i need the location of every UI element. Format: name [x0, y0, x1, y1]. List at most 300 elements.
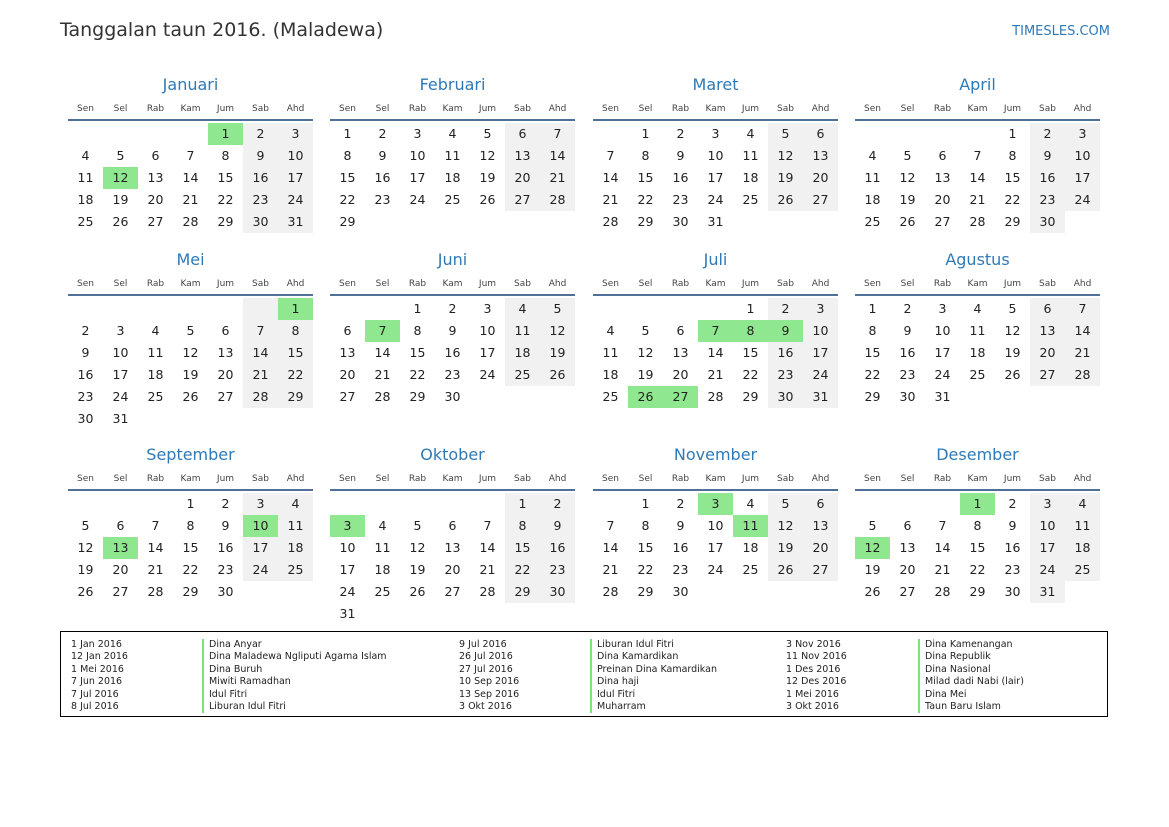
- day-cell: 9: [1030, 145, 1065, 167]
- month-mei: [68, 249, 313, 430]
- day-cell: 1: [960, 493, 995, 515]
- weekday-label: Kam: [180, 279, 201, 289]
- day-cell: 10: [409, 148, 426, 163]
- day-cell: 12: [768, 515, 803, 537]
- day-cell: 13: [934, 170, 951, 185]
- legend-date-column: [71, 639, 128, 713]
- weekday-header: [593, 99, 838, 121]
- day-cell: 6: [803, 123, 838, 145]
- day-cell: 19: [768, 167, 803, 189]
- weekday-label: Rab: [933, 104, 952, 114]
- day-cell: 11: [444, 148, 461, 163]
- day-cell: 28: [479, 584, 496, 599]
- weekday-label: Ahd: [548, 279, 567, 289]
- week-row: [68, 386, 313, 408]
- day-cell: 29: [278, 386, 313, 408]
- day-cell: 24: [707, 192, 724, 207]
- day-cell: 22: [969, 562, 986, 577]
- day-cell: 1: [278, 298, 313, 320]
- week-row: [68, 320, 313, 342]
- day-cell: 16: [243, 167, 278, 189]
- day-cell: 17: [243, 537, 278, 559]
- day-cell: 13: [672, 345, 689, 360]
- week-row: [68, 167, 313, 189]
- day-cell: 2: [768, 298, 803, 320]
- week-row: [855, 123, 1100, 145]
- legend-holiday-name: Dina Nasional: [918, 664, 1024, 676]
- week-row: [855, 320, 1100, 342]
- weekday-label: Sel: [900, 104, 915, 114]
- legend-date: 8 Jul 2016: [71, 700, 119, 712]
- day-cell: 18: [969, 345, 986, 360]
- weekday-label: Sel: [375, 104, 390, 114]
- legend-date: 7 Jun 2016: [71, 676, 123, 688]
- weekday-label: Sen: [339, 104, 356, 114]
- empty-cell: [103, 493, 138, 515]
- day-cell: 22: [182, 562, 199, 577]
- week-row: [330, 342, 575, 364]
- empty-cell: [890, 493, 925, 515]
- day-cell: 27: [217, 389, 234, 404]
- weekday-label: Sel: [375, 279, 390, 289]
- day-cell: 28: [934, 584, 951, 599]
- weekday-label: Kam: [967, 474, 988, 484]
- day-cell: 17: [934, 345, 951, 360]
- weekday-label: Ahd: [811, 279, 830, 289]
- legend-date: 10 Sep 2016: [459, 676, 520, 688]
- day-cell: 23: [672, 192, 689, 207]
- empty-cell: [208, 298, 243, 320]
- day-cell: 20: [803, 167, 838, 189]
- weekday-label: Sab: [514, 474, 531, 484]
- weekday-label: Jum: [216, 104, 235, 114]
- day-cell: 13: [103, 537, 138, 559]
- day-cell: 8: [733, 320, 768, 342]
- month-februari: [330, 74, 575, 233]
- legend-holiday-name: Dina Kamenangan: [918, 639, 1024, 651]
- day-cell: 18: [742, 540, 759, 555]
- day-cell: 2: [221, 496, 230, 511]
- day-cell: 20: [217, 367, 234, 382]
- day-cell: 9: [903, 323, 912, 338]
- weekday-label: Sen: [602, 279, 619, 289]
- week-row: [855, 298, 1100, 320]
- day-cell: 16: [77, 367, 94, 382]
- day-cell: 25: [1065, 559, 1100, 581]
- legend-holiday-name: Liburan Idul Fitri: [590, 639, 717, 651]
- legend-date: 3 Okt 2016: [786, 700, 839, 712]
- day-cell: 11: [1065, 515, 1100, 537]
- day-cell: 19: [768, 537, 803, 559]
- empty-cell: [505, 211, 540, 233]
- week-row: [593, 167, 838, 189]
- day-cell: 21: [602, 562, 619, 577]
- day-cell: 27: [663, 386, 698, 408]
- weekday-label: Sel: [375, 474, 390, 484]
- week-row: [855, 211, 1100, 233]
- legend-date: 3 Nov 2016: [786, 639, 841, 650]
- month-november: [593, 444, 838, 603]
- day-cell: 8: [641, 518, 650, 533]
- weekday-label: Jum: [478, 279, 497, 289]
- day-cell: 29: [339, 214, 356, 229]
- day-cell: 24: [803, 364, 838, 386]
- day-cell: 1: [641, 496, 650, 511]
- week-row: [330, 298, 575, 320]
- empty-cell: [470, 386, 505, 408]
- legend-holiday-name: Dina haji: [590, 676, 717, 688]
- day-cell: 25: [77, 214, 94, 229]
- weekday-label: Sel: [113, 474, 128, 484]
- empty-cell: [365, 298, 400, 320]
- week-row: [330, 211, 575, 233]
- day-cell: 8: [1008, 148, 1017, 163]
- day-cell: 17: [1030, 537, 1065, 559]
- empty-cell: [855, 493, 890, 515]
- day-cell: 11: [742, 148, 759, 163]
- day-cell: 10: [803, 320, 838, 342]
- empty-cell: [960, 123, 995, 145]
- empty-cell: [208, 408, 243, 430]
- empty-cell: [995, 386, 1030, 408]
- day-cell: 5: [768, 123, 803, 145]
- day-cell: 26: [479, 192, 496, 207]
- weekday-label: Sab: [514, 104, 531, 114]
- weekday-label: Sen: [864, 279, 881, 289]
- weekday-label: Sen: [77, 474, 94, 484]
- weekday-label: Sen: [864, 104, 881, 114]
- legend-holiday-name: Milad dadi Nabi (lair): [918, 676, 1024, 688]
- legend-holiday-name: Dina Anyar: [202, 639, 387, 651]
- day-cell: 22: [409, 367, 426, 382]
- day-cell: 12: [479, 148, 496, 163]
- legend-holiday-name: Dina Buruh: [202, 664, 387, 676]
- weekday-header: [68, 274, 313, 296]
- day-cell: 29: [182, 584, 199, 599]
- week-row: [593, 298, 838, 320]
- day-cell: 18: [1065, 537, 1100, 559]
- weekday-header: [330, 274, 575, 296]
- empty-cell: [593, 123, 628, 145]
- weekday-label: Jum: [478, 104, 497, 114]
- day-cell: 13: [147, 170, 164, 185]
- day-cell: 31: [707, 214, 724, 229]
- day-cell: 12: [409, 540, 426, 555]
- site-link[interactable]: TIMESLES.COM: [1012, 24, 1110, 39]
- day-cell: 27: [505, 189, 540, 211]
- legend-date-column: [786, 639, 847, 713]
- day-cell: 15: [637, 540, 654, 555]
- day-cell: 23: [1030, 189, 1065, 211]
- day-cell: 16: [768, 342, 803, 364]
- day-cell: 13: [505, 145, 540, 167]
- day-cell: 2: [243, 123, 278, 145]
- day-cell: 10: [934, 323, 951, 338]
- day-cell: 1: [641, 126, 650, 141]
- day-cell: 9: [243, 145, 278, 167]
- day-cell: 8: [973, 518, 982, 533]
- day-cell: 9: [1008, 518, 1017, 533]
- day-cell: 21: [147, 562, 164, 577]
- day-cell: 8: [868, 323, 877, 338]
- empty-cell: [925, 493, 960, 515]
- empty-cell: [470, 603, 505, 625]
- weekday-label: Sen: [339, 474, 356, 484]
- weekday-label: Sen: [77, 279, 94, 289]
- day-cell: 12: [182, 345, 199, 360]
- week-row: [593, 559, 838, 581]
- weekday-label: Sen: [602, 104, 619, 114]
- day-cell: 19: [864, 562, 881, 577]
- page-title: Tanggalan taun 2016. (Maladewa): [60, 19, 384, 41]
- week-row: [330, 603, 575, 625]
- weekday-label: Jum: [216, 474, 235, 484]
- empty-cell: [960, 386, 995, 408]
- day-cell: 3: [711, 126, 720, 141]
- week-row: [330, 167, 575, 189]
- day-cell: 23: [217, 562, 234, 577]
- day-cell: 3: [483, 301, 492, 316]
- empty-cell: [103, 298, 138, 320]
- day-cell: 4: [81, 148, 90, 163]
- day-cell: 7: [186, 148, 195, 163]
- day-cell: 11: [505, 320, 540, 342]
- day-cell: 18: [77, 192, 94, 207]
- day-cell: 16: [444, 345, 461, 360]
- day-cell: 7: [243, 320, 278, 342]
- weekday-label: Jum: [741, 474, 760, 484]
- day-cell: 12: [637, 345, 654, 360]
- day-cell: 28: [182, 214, 199, 229]
- day-cell: 24: [339, 584, 356, 599]
- legend-date: 1 Jan 2016: [71, 639, 122, 650]
- weekday-label: Sel: [900, 474, 915, 484]
- day-cell: 24: [1030, 559, 1065, 581]
- day-cell: 11: [602, 345, 619, 360]
- day-cell: 6: [151, 148, 160, 163]
- day-cell: 6: [938, 148, 947, 163]
- empty-cell: [103, 123, 138, 145]
- week-row: [68, 189, 313, 211]
- week-row: [855, 515, 1100, 537]
- legend-date: 9 Jul 2016: [459, 639, 507, 650]
- weekday-label: Sab: [252, 474, 269, 484]
- weekday-label: Sab: [777, 474, 794, 484]
- day-cell: 28: [969, 214, 986, 229]
- day-cell: 18: [505, 342, 540, 364]
- day-cell: 17: [479, 345, 496, 360]
- day-cell: 6: [803, 493, 838, 515]
- weekday-label: Rab: [146, 104, 165, 114]
- weekday-label: Kam: [180, 104, 201, 114]
- day-cell: 26: [628, 386, 663, 408]
- week-row: [330, 559, 575, 581]
- empty-cell: [138, 123, 173, 145]
- day-cell: 16: [540, 537, 575, 559]
- day-cell: 18: [602, 367, 619, 382]
- weekday-label: Sen: [77, 104, 94, 114]
- day-cell: 27: [1030, 364, 1065, 386]
- day-cell: 7: [606, 148, 615, 163]
- day-cell: 10: [707, 518, 724, 533]
- day-cell: 7: [1065, 298, 1100, 320]
- day-cell: 4: [378, 518, 387, 533]
- day-cell: 24: [479, 367, 496, 382]
- day-cell: 15: [409, 345, 426, 360]
- weekday-label: Sel: [638, 279, 653, 289]
- day-cell: 17: [803, 342, 838, 364]
- day-cell: 30: [672, 584, 689, 599]
- day-cell: 1: [208, 123, 243, 145]
- day-cell: 30: [899, 389, 916, 404]
- weekday-label: Ahd: [548, 474, 567, 484]
- day-cell: 23: [243, 189, 278, 211]
- day-cell: 17: [707, 540, 724, 555]
- month-april: [855, 74, 1100, 233]
- day-cell: 6: [505, 123, 540, 145]
- week-row: [855, 189, 1100, 211]
- month-januari: [68, 74, 313, 233]
- day-cell: 3: [803, 298, 838, 320]
- legend-date: 12 Des 2016: [786, 676, 847, 688]
- empty-cell: [330, 298, 365, 320]
- day-cell: 6: [676, 323, 685, 338]
- weekday-label: Rab: [933, 474, 952, 484]
- day-cell: 13: [803, 145, 838, 167]
- day-cell: 29: [1004, 214, 1021, 229]
- day-cell: 19: [182, 367, 199, 382]
- day-cell: 2: [448, 301, 457, 316]
- day-cell: 21: [1065, 342, 1100, 364]
- day-cell: 26: [540, 364, 575, 386]
- day-cell: 14: [602, 540, 619, 555]
- day-cell: 14: [602, 170, 619, 185]
- day-cell: 4: [448, 126, 457, 141]
- day-cell: 20: [803, 537, 838, 559]
- day-cell: 9: [540, 515, 575, 537]
- day-cell: 29: [637, 584, 654, 599]
- day-cell: 4: [505, 298, 540, 320]
- day-cell: 16: [672, 170, 689, 185]
- day-cell: 5: [413, 518, 422, 533]
- weekday-label: Rab: [146, 279, 165, 289]
- day-cell: 18: [742, 170, 759, 185]
- day-cell: 13: [339, 345, 356, 360]
- week-row: [855, 145, 1100, 167]
- day-cell: 7: [698, 320, 733, 342]
- day-cell: 19: [409, 562, 426, 577]
- day-cell: 17: [339, 562, 356, 577]
- empty-cell: [1065, 211, 1100, 233]
- day-cell: 28: [707, 389, 724, 404]
- weekday-label: Sab: [514, 279, 531, 289]
- week-row: [855, 386, 1100, 408]
- day-cell: 21: [934, 562, 951, 577]
- day-cell: 21: [602, 192, 619, 207]
- week-row: [593, 320, 838, 342]
- week-row: [68, 342, 313, 364]
- legend-date: 1 Mei 2016: [786, 688, 839, 700]
- week-row: [68, 145, 313, 167]
- day-cell: 12: [768, 145, 803, 167]
- empty-cell: [173, 298, 208, 320]
- day-cell: 30: [1030, 211, 1065, 233]
- legend-date: 11 Nov 2016: [786, 651, 847, 663]
- legend-holiday-name: Dina Maladewa Ngliputi Agama Islam: [202, 651, 387, 663]
- weekday-label: Jum: [1003, 474, 1022, 484]
- day-cell: 10: [707, 148, 724, 163]
- week-row: [330, 145, 575, 167]
- empty-cell: [890, 123, 925, 145]
- day-cell: 19: [1004, 345, 1021, 360]
- day-cell: 2: [676, 496, 685, 511]
- day-cell: 16: [1030, 167, 1065, 189]
- week-row: [855, 364, 1100, 386]
- empty-cell: [173, 408, 208, 430]
- day-cell: 29: [969, 584, 986, 599]
- weekday-label: Kam: [705, 104, 726, 114]
- day-cell: 22: [637, 192, 654, 207]
- weekday-header: [330, 99, 575, 121]
- day-cell: 3: [330, 515, 365, 537]
- day-cell: 5: [540, 298, 575, 320]
- day-cell: 2: [378, 126, 387, 141]
- day-cell: 15: [969, 540, 986, 555]
- day-cell: 18: [278, 537, 313, 559]
- month-name: Oktober: [420, 445, 485, 464]
- weekday-label: Kam: [442, 104, 463, 114]
- empty-cell: [698, 298, 733, 320]
- day-cell: 4: [278, 493, 313, 515]
- weekday-label: Sel: [638, 474, 653, 484]
- week-row: [330, 364, 575, 386]
- legend-date: 1 Mei 2016: [71, 663, 124, 675]
- day-cell: 25: [742, 192, 759, 207]
- day-cell: 20: [1030, 342, 1065, 364]
- empty-cell: [733, 211, 768, 233]
- weekday-label: Kam: [705, 474, 726, 484]
- empty-cell: [243, 408, 278, 430]
- day-cell: 20: [147, 192, 164, 207]
- day-cell: 12: [899, 170, 916, 185]
- day-cell: 4: [1065, 493, 1100, 515]
- day-cell: 14: [182, 170, 199, 185]
- day-cell: 25: [864, 214, 881, 229]
- day-cell: 3: [413, 126, 422, 141]
- weekday-header: [855, 99, 1100, 121]
- empty-cell: [365, 493, 400, 515]
- day-cell: 5: [1008, 301, 1017, 316]
- empty-cell: [470, 493, 505, 515]
- day-cell: 22: [505, 559, 540, 581]
- day-cell: 9: [221, 518, 230, 533]
- day-cell: 15: [637, 170, 654, 185]
- month-september: [68, 444, 313, 603]
- empty-cell: [400, 603, 435, 625]
- week-row: [855, 342, 1100, 364]
- weekday-label: Sab: [252, 104, 269, 114]
- month-name: April: [959, 75, 996, 94]
- day-cell: 19: [637, 367, 654, 382]
- day-cell: 21: [540, 167, 575, 189]
- week-row: [593, 537, 838, 559]
- week-row: [330, 386, 575, 408]
- month-maret: [593, 74, 838, 233]
- day-cell: 10: [479, 323, 496, 338]
- weekday-label: Ahd: [286, 104, 305, 114]
- day-cell: 21: [969, 192, 986, 207]
- week-row: [593, 342, 838, 364]
